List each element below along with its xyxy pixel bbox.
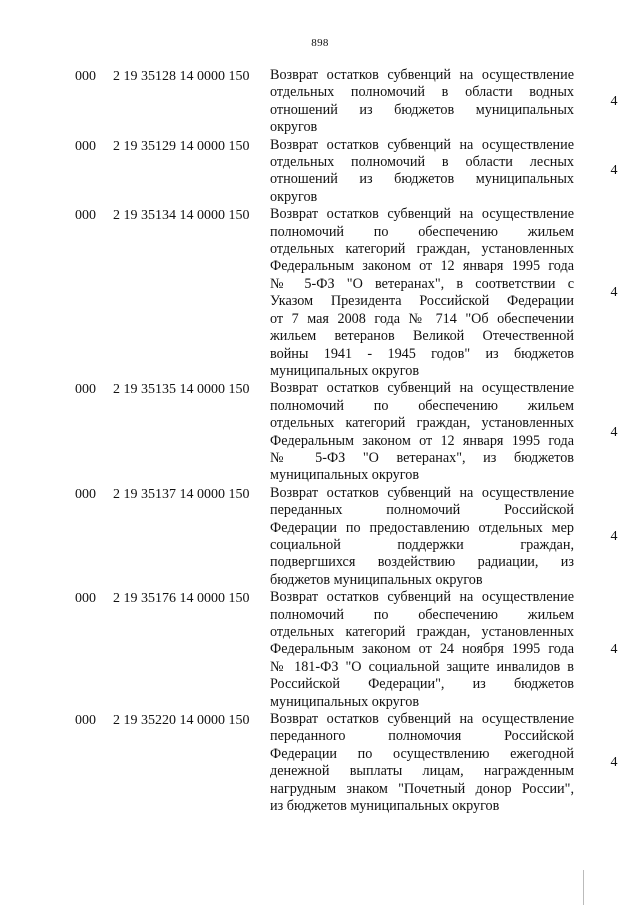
revenue-name-cell: [270, 206, 574, 380]
revenue-name-line: Указом Президента Российской Федерации: [270, 293, 574, 310]
revenue-name-line: Возврат остатков субвенций на осуществление: [270, 206, 574, 223]
revenue-name-line: от 7 мая 2008 года № 714 "Об обеспечении: [270, 310, 574, 327]
revenue-name-line: социальной поддержки граждан,: [270, 536, 574, 553]
admin-code-cell: 000: [75, 382, 96, 398]
revenue-name-line: Возврат остатков субвенций на осуществление: [270, 589, 574, 606]
budget-classification-code-cell: 2 19 35128 14 0000 150: [113, 69, 250, 84]
revenue-name-line: Федеральным законом от 24 ноября 1995 года: [270, 641, 574, 658]
revenue-name-line: полномочий по обеспечению жильем: [270, 397, 574, 414]
revenue-name-line: переданного полномочия Российской: [270, 728, 574, 745]
scan-artifact-line: [583, 870, 584, 905]
revenue-name-line: округов: [270, 119, 318, 136]
revenue-name-line: № 5-ФЗ "О ветеранах", в соответствии с: [270, 275, 574, 292]
revenue-name-line: муниципальных округов: [270, 467, 420, 484]
revenue-name-line: отношений из бюджетов муниципальных: [270, 101, 574, 118]
budget-classification-code-cell: 2 19 35137 14 0000 150: [113, 486, 250, 502]
group-code-cell: 4: [610, 528, 618, 544]
revenue-name-line: Возврат остатков субвенций на осуществление: [270, 380, 574, 397]
budget-code-table: [0, 67, 640, 815]
revenue-name-cell: [270, 711, 574, 815]
table-row: [0, 206, 640, 380]
admin-code-cell: 000: [75, 591, 96, 607]
revenue-name-line: Федеральным законом от 12 января 1995 года: [270, 258, 574, 275]
revenue-name-line: жильем ветеранов Великой Отечественной: [270, 328, 574, 345]
group-code-cell: 4: [610, 642, 618, 658]
revenue-name-line: денежной выплаты лицам, награжденным: [270, 763, 574, 780]
revenue-name-line: отдельных полномочий в области лесных: [270, 154, 574, 171]
budget-classification-code-cell: 2 19 35134 14 0000 150: [113, 208, 250, 224]
revenue-name-line: округов: [270, 188, 318, 205]
revenue-name-line: нагрудным знаком "Почетный донор России",: [270, 780, 574, 797]
revenue-name-line: бюджетов муниципальных округов: [270, 571, 483, 588]
page-number: 898: [311, 37, 329, 49]
revenue-name-cell: [270, 380, 574, 484]
revenue-name-line: Возврат остатков субвенций на осуществление: [270, 711, 574, 728]
admin-code-cell: 000: [75, 138, 96, 154]
revenue-name-line: № 5-ФЗ "О ветеранах", из бюджетов: [270, 449, 574, 466]
revenue-name-line: муниципальных округов: [270, 362, 420, 379]
revenue-name-line: отдельных категорий граждан, установленных: [270, 241, 574, 258]
group-code-cell: 4: [610, 424, 618, 440]
revenue-name-line: муниципальных округов: [270, 693, 420, 710]
revenue-name-line: отношений из бюджетов муниципальных: [270, 171, 574, 188]
revenue-name-line: Российской Федерации", из бюджетов: [270, 676, 574, 693]
revenue-name-cell: [270, 137, 574, 207]
revenue-name-line: переданных полномочий Российской: [270, 502, 574, 519]
revenue-name-cell: [270, 589, 574, 711]
table-row: [0, 380, 640, 484]
group-code-cell: 4: [610, 285, 618, 301]
table-row: [0, 711, 640, 815]
admin-code-cell: 000: [75, 713, 96, 729]
revenue-name-line: Возврат остатков субвенций на осуществление: [270, 136, 574, 153]
budget-classification-code-cell: 2 19 35176 14 0000 150: [113, 591, 250, 607]
admin-code-cell: 000: [75, 486, 96, 502]
table-row: [0, 67, 640, 137]
revenue-name-line: Федерации по осуществлению ежегодной: [270, 745, 574, 762]
revenue-name-line: войны 1941 - 1945 годов" из бюджетов: [270, 345, 574, 362]
revenue-name-cell: [270, 485, 574, 589]
revenue-name-line: Возврат остатков субвенций на осуществление: [270, 484, 574, 501]
table-row: [0, 589, 640, 711]
budget-classification-code-cell: 2 19 35129 14 0000 150: [113, 138, 250, 154]
revenue-name-line: отдельных полномочий в области водных: [270, 84, 574, 101]
revenue-name-line: отдельных категорий граждан, установленных: [270, 415, 574, 432]
table-row: [0, 485, 640, 589]
revenue-name-line: Возврат остатков субвенций на осуществление: [270, 67, 574, 83]
revenue-name-line: отдельных категорий граждан, установленных: [270, 624, 574, 640]
budget-classification-code-cell: 2 19 35220 14 0000 150: [113, 713, 250, 729]
group-code-cell: 4: [610, 163, 618, 179]
admin-code-cell: 000: [75, 69, 96, 84]
revenue-name-line: из бюджетов муниципальных округов: [270, 798, 500, 815]
group-code-cell: 4: [610, 93, 618, 109]
admin-code-cell: 000: [75, 208, 96, 224]
budget-classification-code-cell: 2 19 35135 14 0000 150: [113, 382, 250, 398]
revenue-name-line: полномочий по обеспечению жильем: [270, 606, 574, 623]
table-row: [0, 137, 640, 207]
revenue-name-cell: [270, 67, 574, 137]
group-code-cell: 4: [610, 755, 618, 771]
revenue-name-line: полномочий по обеспечению жильем: [270, 223, 574, 240]
revenue-name-line: Федерации по предоставлению отдельных мер: [270, 519, 574, 536]
revenue-name-line: № 181-ФЗ "О социальной защите инвалидов в: [270, 658, 574, 675]
revenue-name-line: Федеральным законом от 12 января 1995 года: [270, 432, 574, 449]
revenue-name-line: подвергшихся воздействию радиации, из: [270, 554, 574, 571]
